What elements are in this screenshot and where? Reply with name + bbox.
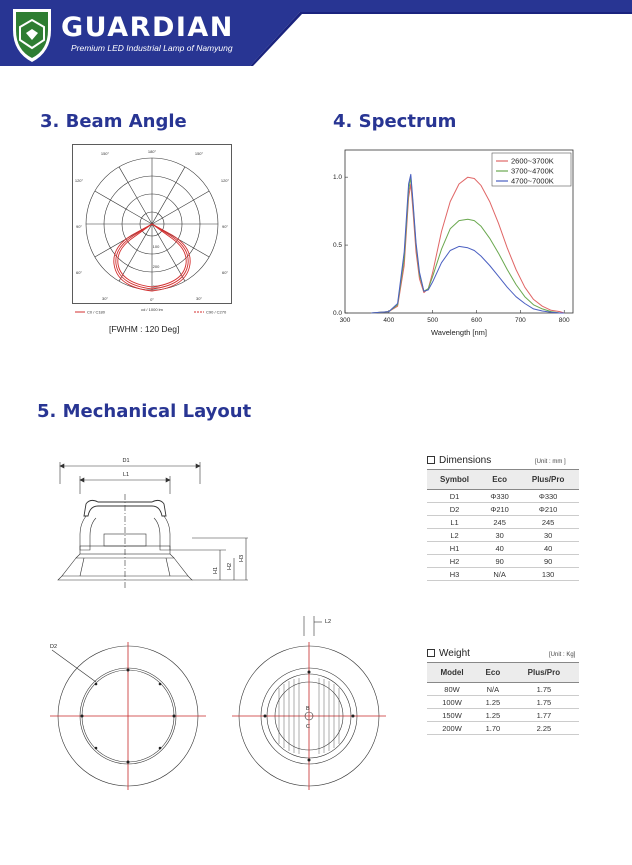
polar-beam-chart	[72, 144, 232, 320]
angle-label: 60°	[221, 270, 229, 275]
weight-heading	[427, 648, 470, 659]
ring-label: 100	[152, 244, 160, 249]
table-cell: 100W	[427, 696, 477, 709]
legend-c90-label: C90 / C270	[206, 309, 227, 315]
table-cell: 245	[517, 516, 579, 529]
side-view-drawing	[50, 454, 260, 594]
weight-table	[427, 662, 579, 735]
angle-label: 30°	[101, 296, 109, 301]
spectrum-x-axis-label: Wavelength [nm]	[431, 328, 487, 337]
angle-label: 150°	[100, 151, 110, 156]
fwhm-caption: [FWHM : 120 Deg]	[109, 324, 180, 334]
y-tick-label: 1.0	[332, 174, 342, 182]
table-cell: 40	[517, 542, 579, 555]
table-cell: 40	[482, 542, 517, 555]
table-cell: H1	[427, 542, 482, 555]
angle-label: 30°	[195, 296, 203, 301]
table-row	[427, 516, 579, 529]
table-cell: H2	[427, 555, 482, 568]
top-view-drawing	[228, 614, 398, 794]
y-tick-label: 0.5	[332, 242, 342, 250]
angle-label: 120°	[74, 178, 84, 183]
x-tick-label: 500	[427, 317, 439, 324]
header-cell: Eco	[482, 470, 517, 490]
beam-unit-label: cd / 1000 lm	[141, 307, 163, 312]
table-cell: D2	[427, 503, 482, 516]
label-h1: H1	[213, 566, 219, 574]
label-c: C	[306, 724, 310, 730]
brand-tagline: Premium LED Industrial Lamp of Namyung	[71, 43, 233, 53]
table-cell: 150W	[427, 709, 477, 722]
header-cell: Plus/Pro	[517, 470, 579, 490]
dimensions-heading	[427, 455, 491, 466]
angle-label: 120°	[220, 178, 230, 183]
header-cell: Model	[427, 663, 477, 683]
table-cell: 1.75	[509, 696, 579, 709]
weight-title: Weight	[439, 648, 470, 659]
label-h2: H2	[227, 562, 233, 570]
table-cell: 30	[482, 529, 517, 542]
table-cell: 90	[517, 555, 579, 568]
table-cell: 2.25	[509, 722, 579, 735]
checkbox-square-icon	[427, 456, 435, 464]
table-cell: 30	[517, 529, 579, 542]
ring-label: 300	[152, 284, 160, 289]
table-cell: L1	[427, 516, 482, 529]
table-cell: H3	[427, 568, 482, 581]
table-row	[427, 683, 579, 696]
x-tick-label: 700	[514, 317, 526, 324]
angle-label: 90°	[221, 224, 229, 229]
header-cell: Plus/Pro	[509, 663, 579, 683]
table-cell: 1.25	[477, 709, 509, 722]
table-cell: 200W	[427, 722, 477, 735]
label-h3: H3	[239, 554, 245, 562]
table-cell: Φ330	[482, 490, 517, 503]
x-tick-label: 300	[339, 317, 351, 324]
angle-label: 0°	[150, 297, 154, 302]
mechanical-title: 5. Mechanical Layout	[37, 401, 252, 422]
checkbox-square-icon	[427, 649, 435, 657]
table-row	[427, 555, 579, 568]
bottom-view-drawing	[44, 640, 214, 790]
label-l1: L1	[122, 472, 130, 478]
table-row	[427, 709, 579, 722]
header-cell: Eco	[477, 663, 509, 683]
legend-label: 3700~4700K	[511, 166, 554, 176]
table-cell: 90	[482, 555, 517, 568]
table-header-row	[427, 663, 579, 683]
x-tick-label: 800	[558, 317, 570, 324]
table-row	[427, 696, 579, 709]
table-cell: 1.70	[477, 722, 509, 735]
dimensions-title: Dimensions	[439, 455, 492, 466]
table-cell: 1.75	[509, 683, 579, 696]
label-l2: L2	[325, 619, 332, 625]
weight-unit: [Unit : Kg]	[549, 652, 576, 658]
table-cell: N/A	[477, 683, 509, 696]
legend-c0-label: C0 / C180	[87, 309, 106, 315]
legend-label: 2600~3700K	[511, 156, 554, 166]
legend-label: 4700~7000K	[511, 176, 554, 186]
angle-label: 180°	[147, 149, 157, 154]
table-header-row	[427, 470, 579, 490]
label-d2: D2	[50, 644, 58, 650]
angle-label: 150°	[194, 151, 204, 156]
table-cell: Φ330	[517, 490, 579, 503]
spectrum-title: 4. Spectrum	[333, 111, 457, 132]
table-cell: N/A	[482, 568, 517, 581]
table-cell: 1.25	[477, 696, 509, 709]
beam-angle-title: 3. Beam Angle	[40, 111, 187, 132]
table-cell: 80W	[427, 683, 477, 696]
dimensions-unit: [Unit : mm ]	[535, 459, 566, 465]
table-cell: 1.77	[509, 709, 579, 722]
label-d1: D1	[122, 458, 130, 464]
table-cell: L2	[427, 529, 482, 542]
x-tick-label: 600	[471, 317, 482, 324]
angle-label: 60°	[75, 270, 83, 275]
brand-name: GUARDIAN	[61, 12, 234, 43]
table-cell: Φ210	[482, 503, 517, 516]
table-row	[427, 568, 579, 581]
dimensions-table	[427, 469, 579, 581]
angle-label: 90°	[75, 224, 83, 229]
header-band	[0, 0, 632, 66]
header-cell: Symbol	[427, 470, 482, 490]
ring-label: 200	[152, 264, 160, 269]
table-row	[427, 722, 579, 735]
table-row	[427, 490, 579, 503]
table-row	[427, 542, 579, 555]
table-cell: 245	[482, 516, 517, 529]
y-tick-label: 0.0	[332, 310, 342, 317]
label-b: B	[306, 706, 310, 712]
table-cell: D1	[427, 490, 482, 503]
spectrum-chart	[326, 146, 576, 342]
table-row	[427, 529, 579, 542]
x-tick-label: 400	[383, 317, 395, 324]
table-cell: Φ210	[517, 503, 579, 516]
table-cell: 130	[517, 568, 579, 581]
table-row	[427, 503, 579, 516]
